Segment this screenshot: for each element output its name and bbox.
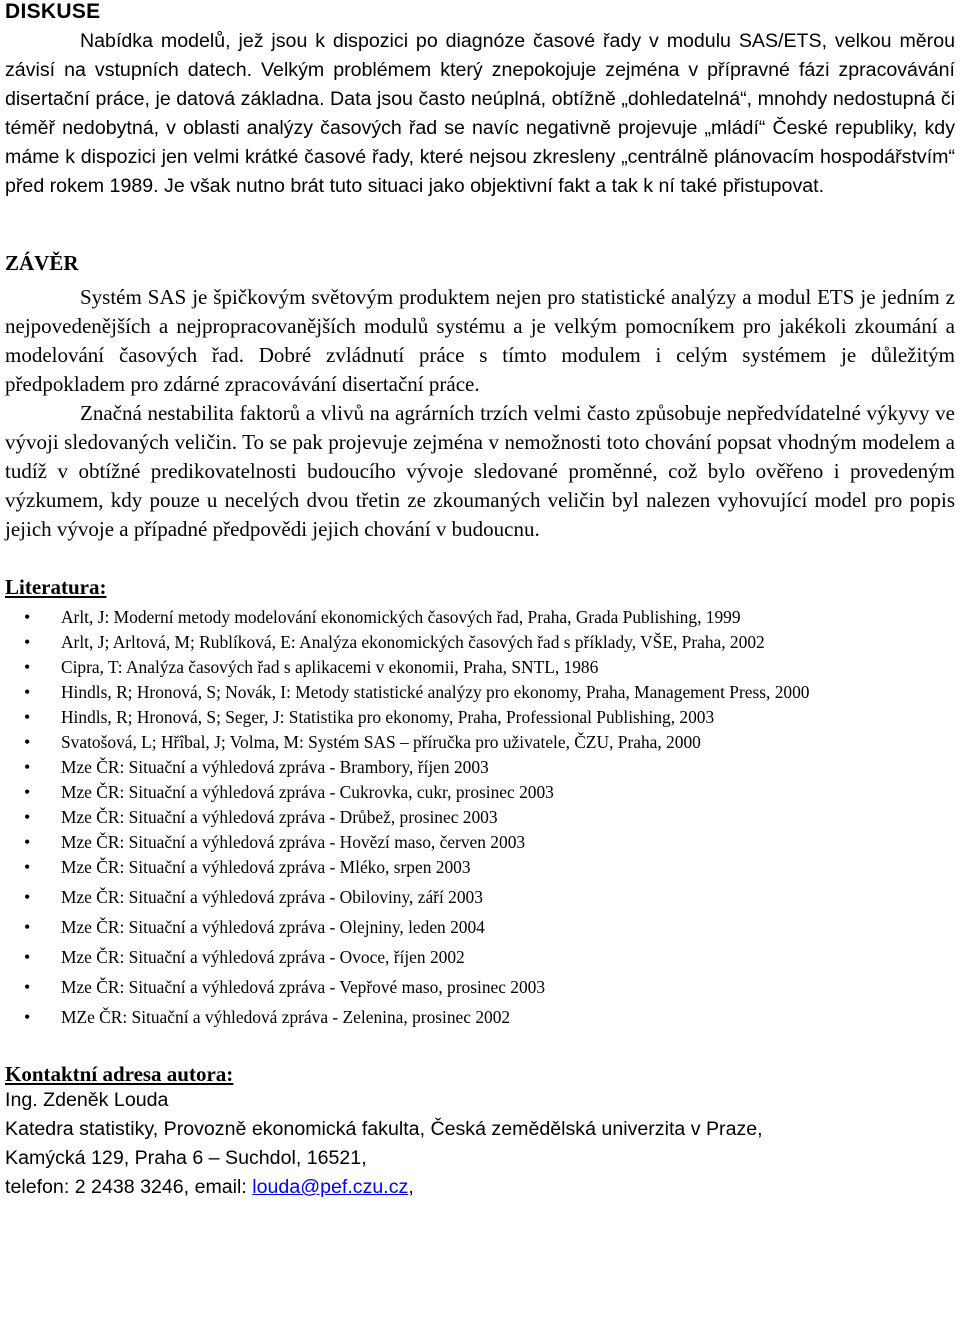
reference-item [5, 885, 955, 910]
diskuse-paragraph: Nabídka modelů, jež jsou k dispozici po diagnóze časové řady v modulu SAS/ETS, velkou měrou závisí na vstupních datech. Velkým problémem který znepokojuje zejména v přípravné fázi zpracovávání disertační práce, je datová základna. Data jsou často neúplná, obtížně „dohledatelná“, mnohdy nedostupná či téměř nedobytná, v oblasti analýzy časových řad se navíc negativně projevuje „mládí“ České republiky, kdy máme k dispozici jen velmi krátké časové řady, které nejsou zkresleny „centrálně plánovacím hospodářstvím“ před rokem 1989. Je však nutno brát tuto situaci jako objektivní fakt a tak k ní také přistupovat. [5, 30, 955, 197]
reference-text: Mze ČR: Situační a výhledová zpráva - Hovězí maso, červen 2003 [61, 832, 526, 852]
author-address: Kamýcká 129, Praha 6 – Suchdol, 16521, [5, 1147, 367, 1169]
bullet-icon: • [24, 732, 31, 752]
reference-text: Mze ČR: Situační a výhledová zpráva - Cukrovka, cukr, prosinec 2003 [61, 782, 554, 802]
bullet-icon: • [24, 782, 31, 802]
reference-text: Mze ČR: Situační a výhledová zpráva - Vepřové maso, prosinec 2003 [61, 977, 546, 997]
reference-text: Svatošová, L; Hřîbal, J; Volma, M: Systém SAS – příručka pro uživatele, ČZU, Praha, 2000 [61, 732, 701, 752]
reference-text: Hindls, R; Hronová, S; Seger, J: Statistika pro ekonomy, Praha, Professional Publishing, 2003 [61, 707, 715, 727]
bullet-icon: • [24, 917, 31, 937]
zaver-paragraph-1: Systém SAS je špičkovým světovým produktem nejen pro statistické analýzy a modul ETS je jedním z nejpovedenějších a nejpropracovanějších modulů systému a je velkým pomocníkem pro jakékoli zkoumání a modelování časových řad. Dobré zvládnutí práce s tímto modulem i celým systémem je důležitým předpokladem pro zdárné zpracovávání disertační práce. [5, 285, 955, 396]
reference-text: Mze ČR: Situační a výhledová zpráva - Ovoce, říjen 2002 [61, 947, 465, 967]
reference-text: Arlt, J: Moderní metody modelování ekonomických časových řad, Praha, Grada Publishing, 1999 [61, 607, 741, 627]
reference-item [5, 755, 955, 780]
reference-text: Hindls, R; Hronová, S; Novák, I: Metody statistické analýzy pro ekonomy, Praha, Management Press, 2000 [61, 682, 810, 702]
reference-text: Mze ČR: Situační a výhledová zpráva - Drůbež, prosinec 2003 [61, 807, 498, 827]
bullet-icon: • [24, 887, 31, 907]
bullet-icon: • [24, 757, 31, 777]
reference-text: Mze ČR: Situační a výhledová zpráva - Mléko, srpen 2003 [61, 857, 471, 877]
reference-text: Cipra, T: Analýza časových řad s aplikacemi v ekonomii, Praha, SNTL, 1986 [61, 657, 599, 677]
section-heading-diskuse: DISKUSE [5, 0, 101, 23]
section-heading-zaver: ZÁVĚR [5, 251, 79, 275]
bullet-icon: • [24, 707, 31, 727]
reference-item [5, 680, 955, 705]
contact-suffix: , [408, 1176, 414, 1198]
bullet-icon: • [24, 977, 31, 997]
reference-item [5, 805, 955, 830]
reference-item [5, 630, 955, 655]
reference-item [5, 655, 955, 680]
author-affiliation: Katedra statistiky, Provozně ekonomická fakulta, Česká zemědělská univerzita v Praze, [5, 1118, 763, 1140]
reference-item [5, 855, 955, 880]
reference-text: Mze ČR: Situační a výhledová zpráva - Obiloviny, září 2003 [61, 887, 483, 907]
reference-item [5, 975, 955, 1000]
section-heading-kontakt: Kontaktní adresa autora: [5, 1062, 234, 1086]
bullet-icon: • [24, 807, 31, 827]
reference-text: Mze ČR: Situační a výhledová zpráva - Olejniny, leden 2004 [61, 917, 485, 937]
bullet-icon: • [24, 832, 31, 852]
bullet-icon: • [24, 1007, 31, 1027]
bullet-icon: • [24, 657, 31, 677]
reference-item [5, 1005, 955, 1030]
bullet-icon: • [24, 947, 31, 967]
author-contact-line [5, 1173, 955, 1202]
reference-text: Arlt, J; Arltová, M; Rublíková, E: Analýza ekonomických časových řad s příklady, VŠE, Praha, 2002 [61, 632, 765, 652]
reference-text: Mze ČR: Situační a výhledová zpráva - Brambory, říjen 2003 [61, 757, 489, 777]
reference-item [5, 830, 955, 855]
author-name: Ing. Zdeněk Louda [5, 1089, 169, 1111]
email-link[interactable]: louda@pef.czu.cz [252, 1176, 409, 1198]
document-page [5, 0, 955, 1202]
bullet-icon: • [24, 632, 31, 652]
reference-text: MZe ČR: Situační a výhledová zpráva - Zelenina, prosinec 2002 [61, 1007, 511, 1027]
section-heading-literatura: Literatura: [5, 575, 107, 599]
bullet-icon: • [24, 607, 31, 627]
bullet-icon: • [24, 682, 31, 702]
phone-text: telefon: 2 2438 3246, email: [5, 1176, 253, 1198]
zaver-paragraph-2: Značná nestabilita faktorů a vlivů na agrárních trzích velmi často způsobuje nepředvídatelné výkyvy ve vývoji sledovaných veličin. To se pak projevuje zejména v nemožnosti toto chování popsat vhodným modelem a tudíž v obtížné predikovatelnosti budoucího vývoje sledované proměnné, což bylo ověřeno i provedeným výzkumem, kdy pouze u necelých dvou třetin ze zkoumaných veličin byl nalezen vyhovující model pro popis jejich vývoje a případné předpovědi jejich chování v budoucnu. [5, 401, 955, 541]
reference-item [5, 780, 955, 805]
reference-item [5, 730, 955, 755]
reference-item [5, 605, 955, 630]
reference-item [5, 915, 955, 940]
bullet-icon: • [24, 857, 31, 877]
reference-item [5, 945, 955, 970]
reference-item [5, 705, 955, 730]
reference-list [5, 605, 955, 1030]
